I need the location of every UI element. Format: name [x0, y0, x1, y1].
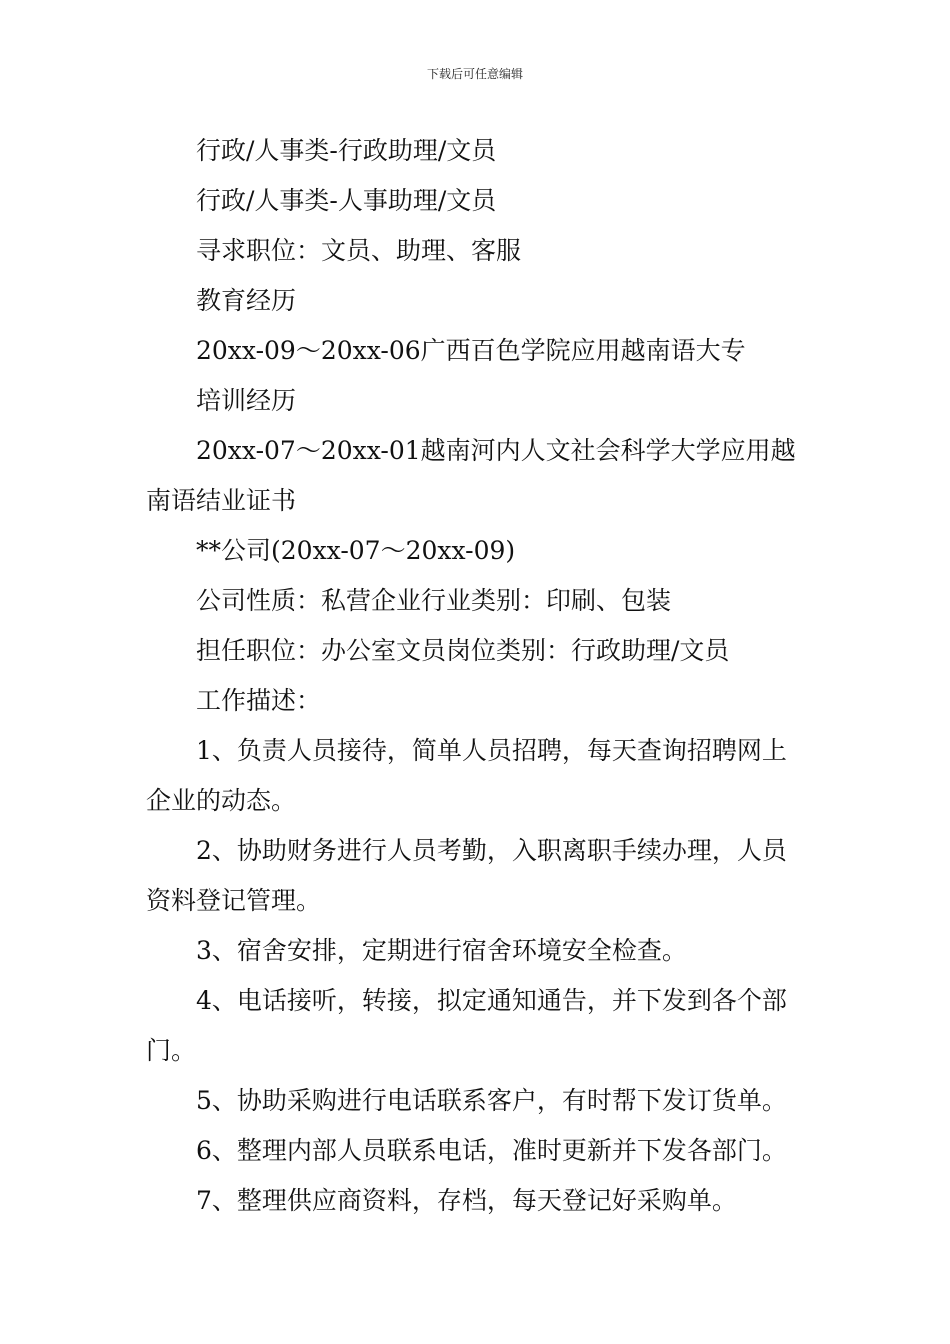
list-item-duty-5: 5、协助采购进行电话联系客户，有时帮下发订货单。: [196, 1086, 787, 1115]
section-heading-education: 教育经历: [196, 286, 297, 315]
list-item-duty-7: 7、整理供应商资料，存档，每天登记好采购单。: [196, 1186, 737, 1215]
list-item-duty-6: 6、整理内部人员联系电话，准时更新并下发各部门。: [196, 1136, 787, 1165]
paragraph-education-entry: 20xx-09～20xx-06广西百色学院应用越南语大专: [196, 336, 746, 365]
paragraph-company-nature: 公司性质：私营企业行业类别：印刷、包装: [196, 586, 672, 615]
paragraph-category-hr-assistant: 行政/人事类-人事助理/文员: [196, 186, 497, 215]
list-item-duty-4: 4、电话接听，转接，拟定通知通告，并下发到各个部门。: [146, 986, 787, 1065]
paragraph-company: **公司(20xx-07～20xx-09): [196, 536, 516, 565]
paragraph-desired-position: 寻求职位：文员、助理、客服: [196, 236, 522, 265]
paragraph-position-held: 担任职位：办公室文员岗位类别：行政助理/文员: [196, 636, 730, 665]
section-heading-training: 培训经历: [196, 386, 297, 415]
header-note: 下载后可任意编辑: [426, 67, 523, 81]
list-item-duty-1: 1、负责人员接待，简单人员招聘，每天查询招聘网上企业的动态。: [146, 736, 787, 815]
list-item-duty-3: 3、宿舍安排，定期进行宿舍环境安全检查。: [196, 936, 687, 965]
list-item-duty-2: 2、协助财务进行人员考勤，入职离职手续办理，人员资料登记管理。: [146, 836, 787, 915]
section-heading-job-description: 工作描述：: [196, 686, 322, 715]
paragraph-category-admin-assistant: 行政/人事类-行政助理/文员: [196, 136, 497, 165]
paragraph-training-entry: 20xx-07～20xx-01越南河内人文社会科学大学应用越南语结业证书: [146, 436, 796, 515]
document-body: [146, 126, 810, 1226]
